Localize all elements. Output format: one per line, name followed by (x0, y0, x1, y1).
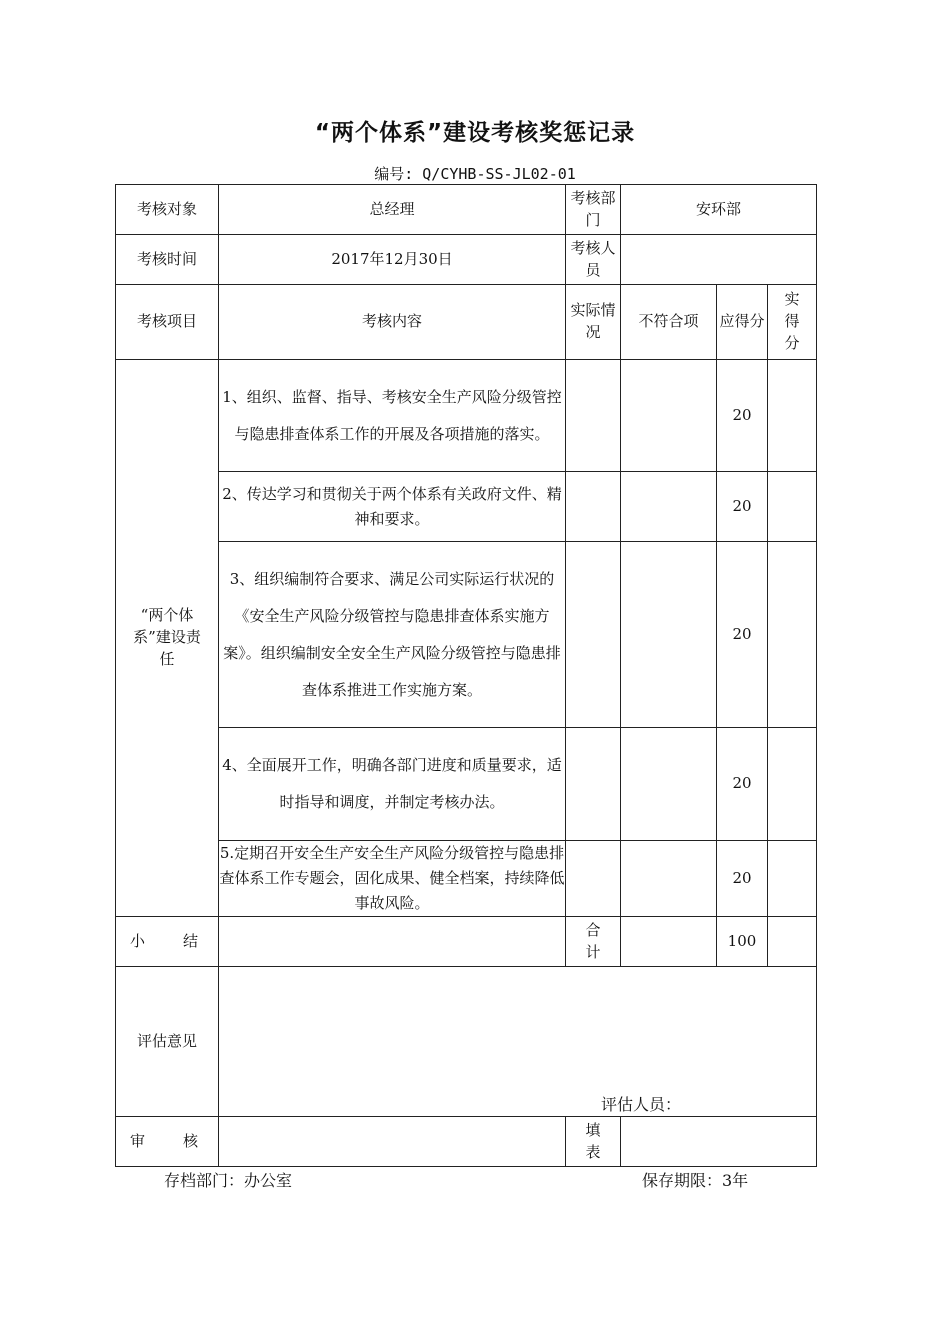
time-value: 2017年12月30日 (219, 235, 566, 285)
col-content: 考核内容 (219, 285, 566, 360)
item-actual[interactable] (566, 360, 621, 472)
col-nonconform: 不符合项 (621, 285, 717, 360)
item-got[interactable] (768, 542, 817, 728)
item-content: 4、全面展开工作，明确各部门进度和质量要求，适时指导和调度，并制定考核办法。 (219, 728, 566, 841)
row-time (116, 235, 817, 285)
col-got: 实得分 (768, 285, 817, 360)
row-target (116, 185, 817, 235)
item-got[interactable] (768, 728, 817, 841)
summary-label: 小 结 (116, 917, 219, 967)
total-got[interactable] (768, 917, 817, 967)
item-actual[interactable] (566, 728, 621, 841)
item-nonconform[interactable] (621, 472, 717, 542)
dept-value: 安环部 (621, 185, 817, 235)
document-title: “两个体系”建设考核奖惩记录 (314, 120, 636, 146)
item-nonconform[interactable] (621, 542, 717, 728)
section-name: “两个体系”建设责任 (116, 360, 219, 917)
total-nonconform[interactable] (621, 917, 717, 967)
col-actual: 实际情况 (566, 285, 621, 360)
item-actual[interactable] (566, 841, 621, 917)
table-row (116, 841, 817, 917)
dept-label: 考核部门 (566, 185, 621, 235)
column-header-row (116, 285, 817, 360)
item-got[interactable] (768, 472, 817, 542)
evaluation-signer-label: 评估人员： (601, 1094, 682, 1114)
evaluation-label: 评估意见 (116, 967, 219, 1117)
archive-department: 存档部门：办公室 (164, 1171, 293, 1190)
table-row (116, 360, 817, 472)
item-due: 20 (717, 728, 768, 841)
item-got[interactable] (768, 360, 817, 472)
col-item: 考核项目 (116, 285, 219, 360)
table-row (116, 542, 817, 728)
retention-period: 保存期限：3年 (642, 1171, 749, 1190)
time-label: 考核时间 (116, 235, 219, 285)
item-due: 20 (717, 542, 768, 728)
review-row (116, 1117, 817, 1167)
evaluation-content[interactable] (219, 967, 817, 1117)
summary-row (116, 917, 817, 967)
item-due: 20 (717, 360, 768, 472)
total-label: 合计 (566, 917, 621, 967)
item-actual[interactable] (566, 542, 621, 728)
document-code: 编号: Q/CYHB-SS-JL02-01 (374, 165, 576, 183)
total-due: 100 (717, 917, 768, 967)
review-label: 审 核 (116, 1117, 219, 1167)
item-nonconform[interactable] (621, 360, 717, 472)
staff-value[interactable] (621, 235, 817, 285)
item-nonconform[interactable] (621, 841, 717, 917)
fill-label: 填表 (566, 1117, 621, 1167)
col-due: 应得分 (717, 285, 768, 360)
assessment-table (115, 184, 817, 1167)
target-label: 考核对象 (116, 185, 219, 235)
item-content: 1、组织、监督、指导、考核安全生产风险分级管控与隐患排查体系工作的开展及各项措施的落实。 (219, 360, 566, 472)
item-got[interactable] (768, 841, 817, 917)
review-value[interactable] (219, 1117, 566, 1167)
item-content: 2、传达学习和贯彻关于两个体系有关政府文件、精神和要求。 (219, 472, 566, 542)
item-due: 20 (717, 841, 768, 917)
item-content: 5.定期召开安全生产安全生产风险分级管控与隐患排查体系工作专题会，固化成果、健全档案，持续降低事故风险。 (219, 841, 566, 917)
table-row (116, 472, 817, 542)
summary-value[interactable] (219, 917, 566, 967)
item-due: 20 (717, 472, 768, 542)
item-nonconform[interactable] (621, 728, 717, 841)
table-row (116, 728, 817, 841)
staff-label: 考核人员 (566, 235, 621, 285)
fill-value[interactable] (621, 1117, 817, 1167)
item-content: 3、组织编制符合要求、满足公司实际运行状况的《安全生产风险分级管控与隐患排查体系实施方案》。组织编制安全安全生产风险分级管控与隐患排查体系推进工作实施方案。 (219, 542, 566, 728)
item-actual[interactable] (566, 472, 621, 542)
target-value: 总经理 (219, 185, 566, 235)
evaluation-row (116, 967, 817, 1117)
